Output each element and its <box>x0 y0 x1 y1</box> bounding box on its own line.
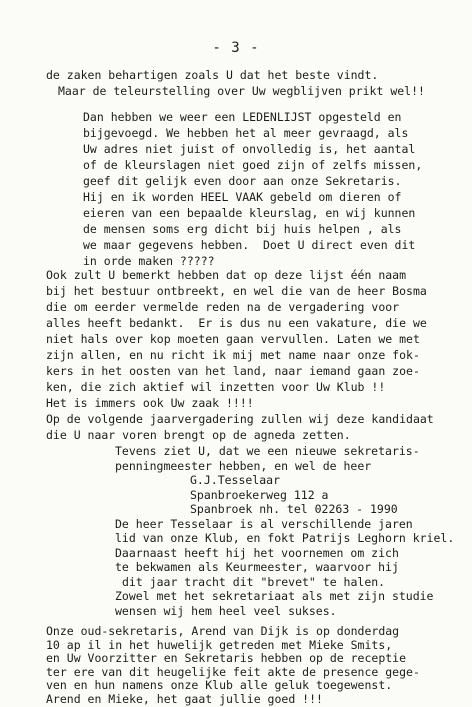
text-line: Het is immers ook Uw zaak !!!! <box>46 396 254 410</box>
text-line: de mensen soms erg dicht bij huis helpen , als <box>83 222 402 236</box>
text-line: Maar de teleurstelling over Uw wegblijven prikt wel!! <box>58 84 425 98</box>
text-line: wensen wij hem heel veel sukses. <box>115 603 337 618</box>
text-line: te bekwamen als Keurmeester, waarvoor hij <box>115 560 399 574</box>
text-line: zijn allen, en nu richt ik mij met name naar onze fok- <box>46 348 420 362</box>
text-line: Spanbroekerweg 112 a <box>190 487 329 502</box>
text-line: ven en hun namens onze Klub alle geluk toegewenst. <box>46 678 393 692</box>
text-line: Zowel met het sekretariaat als met zijn studie <box>115 589 434 603</box>
text-line: De heer Tesselaar is al verschillende jaren <box>115 516 413 531</box>
text-line: die U naar voren brengt op de agneda zetten. <box>46 428 351 442</box>
text-line: Spanbroek nh. tel 02263 - 1990 <box>190 502 398 516</box>
text-line: we maar gegevens hebben. Doet U direct even dit <box>83 238 416 252</box>
text-line: alles heeft bedankt. Er is dus nu een vakature, die we <box>46 316 427 330</box>
text-line: Tevens ziet U, dat we een nieuwe sekretaris- <box>115 444 420 458</box>
text-line: in orde maken ????? <box>83 254 215 268</box>
text-line: kers in het oosten van het land, naar iemand gaan zoe- <box>46 364 420 378</box>
text-line: Onze oud-sekretaris, Arend van Dijk is op donderdag <box>46 624 400 638</box>
text-line: ken, die zich aktief wil inzetten voor Uw Klub !! <box>46 380 386 394</box>
text-line: niet hals over kop moeten gaan vervullen. Laten we met <box>46 332 420 346</box>
text-line: of de kleurslagen niet goed zijn of zelfs missen, <box>83 158 423 172</box>
text-line: Arend en Mieke, het gaat jullie goed !!! <box>46 691 323 706</box>
text-line: Op de volgende jaarvergadering zullen wij deze kandidaat <box>46 412 434 426</box>
text-line: penningmeester hebben, en wel de heer <box>115 458 372 473</box>
text-line: de zaken behartigen zoals U dat het beste vindt. <box>46 68 379 82</box>
text-line: G.J.Tesselaar <box>190 473 281 487</box>
text-line: bijgevoegd. We hebben het al meer gevraagd, als <box>83 126 409 140</box>
text-line: Dan hebben we weer een LEDENLIJST opgesteld en <box>83 110 402 124</box>
text-line: lid van onze Klub, en fokt Patrijs Leghorn kriel. <box>115 531 455 545</box>
text-line: bij het bestuur ontbreekt, en wel die van de heer Bosma <box>46 284 427 298</box>
page-number: - 3 - <box>212 40 260 56</box>
text-line: dit jaar tracht dit "brevet" te halen. <box>122 574 386 589</box>
text-line: ter ere van dit heugelijke feit akte de presence gege- <box>46 664 420 679</box>
text-line: die om eerder vermelde reden na de vergadering voor <box>46 300 400 314</box>
text-line: Ook zult U bemerkt hebben dat op deze lijst één naam <box>46 268 407 282</box>
text-line: en Uw Voorzitter en Sekretaris hebben op de receptie <box>46 651 407 665</box>
text-line: eieren van een bepaalde kleurslag, en wij kunnen <box>83 206 416 220</box>
text-line: Hij en ik worden HEEL VAAK gebeld om dieren of <box>83 190 402 204</box>
text-line: Daarnaast heeft hij het voornemen om zich <box>115 545 399 560</box>
text-line: geef dit gelijk even door aan onze Sekretaris. <box>83 174 402 188</box>
text-line: 10 ap il in het huwelijk getreden met Mieke Smits, <box>46 637 393 652</box>
text-line: Uw adres niet juist of onvolledig is, het aantal <box>83 142 416 156</box>
